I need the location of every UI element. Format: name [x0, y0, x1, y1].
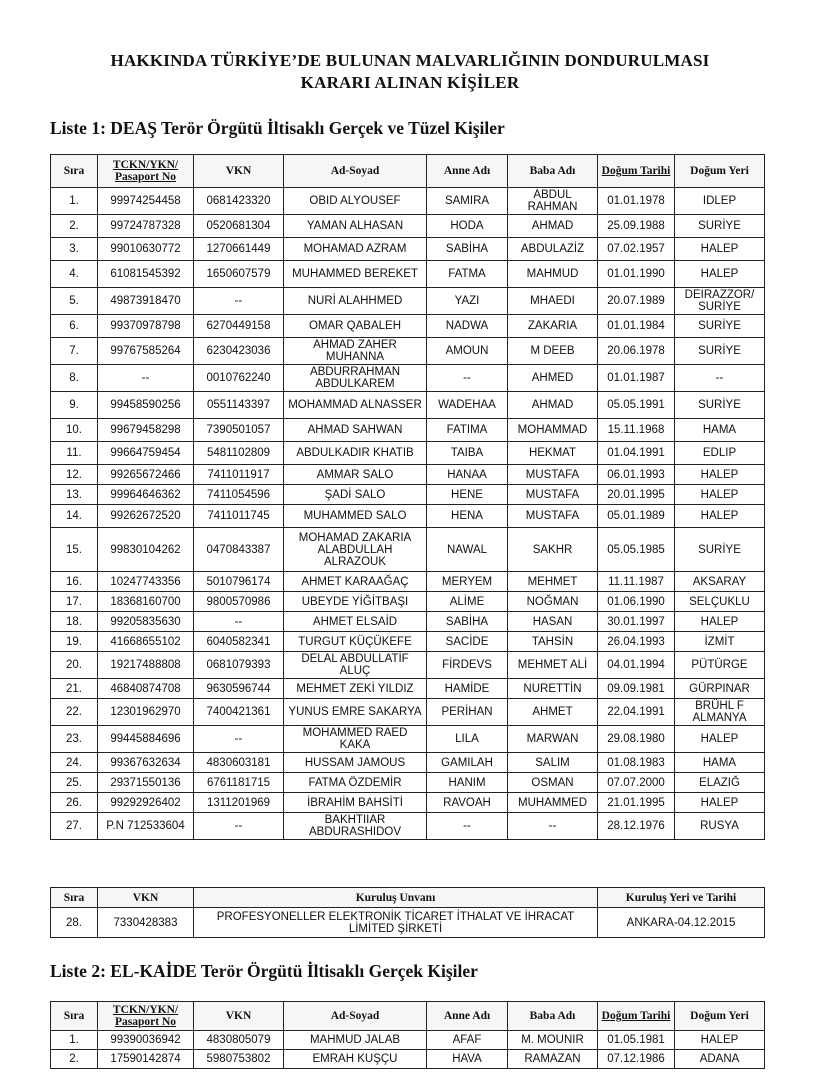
- cell-name: NURİ ALAHHMED: [284, 288, 427, 315]
- cell-name: ŞADİ SALO: [284, 485, 427, 505]
- cell-name: FATMA ÖZDEMİR: [284, 773, 427, 793]
- table-row: [51, 215, 765, 238]
- cell-birth-date: 01.08.1983: [598, 753, 675, 773]
- cell-birth-place: HALEP: [675, 612, 765, 632]
- cell-sira: 9.: [51, 392, 98, 419]
- cell-birth-place: HALEP: [675, 505, 765, 528]
- cell-mother-name: RAVOAH: [427, 793, 508, 813]
- table-row: [51, 365, 765, 392]
- cell-mother-name: --: [427, 365, 508, 392]
- cell-vkn: --: [194, 288, 284, 315]
- cell-father-name: AHMAD: [508, 215, 598, 238]
- header-name: Ad-Soyad: [284, 1002, 427, 1031]
- header-birth-place: Doğum Yeri: [675, 155, 765, 188]
- cell-father-name: ABDUL RAHMAN: [508, 188, 598, 215]
- cell-vkn: 5010796174: [194, 572, 284, 592]
- cell-vkn: 7390501057: [194, 419, 284, 442]
- cell-id-no: 12301962970: [98, 699, 194, 726]
- cell-company-name: PROFESYONELLER ELEKTRONİK TİCARET İTHALAT VE İHRACAT LİMİTED ŞİRKETİ: [194, 908, 598, 938]
- cell-name: TURGUT KÜÇÜKEFE: [284, 632, 427, 652]
- cell-birth-place: HAMA: [675, 753, 765, 773]
- cell-vkn: --: [194, 612, 284, 632]
- cell-birth-date: 21.01.1995: [598, 793, 675, 813]
- cell-birth-date: 01.01.1978: [598, 188, 675, 215]
- cell-sira: 26.: [51, 793, 98, 813]
- list-2-heading: Liste 2: EL-KAİDE Terör Örgütü İltisaklı Gerçek Kişiler: [50, 961, 478, 981]
- cell-vkn: 9630596744: [194, 679, 284, 699]
- cell-father-name: AHMAD: [508, 392, 598, 419]
- table-row: [51, 288, 765, 315]
- cell-sira: 22.: [51, 699, 98, 726]
- cell-sira: 13.: [51, 485, 98, 505]
- cell-father-name: AHMET: [508, 699, 598, 726]
- header-vkn: VKN: [98, 888, 194, 908]
- cell-id-no: 29371550136: [98, 773, 194, 793]
- cell-father-name: MUHAMMED: [508, 793, 598, 813]
- cell-id-no: 99205835630: [98, 612, 194, 632]
- cell-birth-date: 25.09.1988: [598, 215, 675, 238]
- cell-vkn: --: [194, 813, 284, 840]
- table-row: [51, 442, 765, 465]
- table-row: [51, 592, 765, 612]
- header-birth-date: Doğum Tarihi: [598, 155, 675, 188]
- cell-father-name: MEHMET ALİ: [508, 652, 598, 679]
- cell-vkn: 0551143397: [194, 392, 284, 419]
- cell-mother-name: --: [427, 813, 508, 840]
- cell-name: MEHMET ZEKİ YILDIZ: [284, 679, 427, 699]
- cell-name: OMAR QABALEH: [284, 315, 427, 338]
- list-1-table: [50, 154, 765, 840]
- table-row: [51, 338, 765, 365]
- cell-birth-date: 07.02.1957: [598, 238, 675, 261]
- cell-mother-name: FATIMA: [427, 419, 508, 442]
- cell-sira: 2.: [51, 1050, 98, 1069]
- cell-birth-place: SELÇUKLU: [675, 592, 765, 612]
- cell-mother-name: HAVA: [427, 1050, 508, 1069]
- cell-vkn: 5980753802: [194, 1050, 284, 1069]
- cell-name: YAMAN ALHASAN: [284, 215, 427, 238]
- header-vkn: VKN: [194, 155, 284, 188]
- table-row: [51, 419, 765, 442]
- cell-birth-date: 15.11.1968: [598, 419, 675, 442]
- cell-mother-name: HAMİDE: [427, 679, 508, 699]
- cell-vkn: 7330428383: [98, 908, 194, 938]
- cell-vkn: 4830603181: [194, 753, 284, 773]
- header-father-name: Baba Adı: [508, 155, 598, 188]
- table-row: [51, 679, 765, 699]
- cell-birth-place: HALEP: [675, 485, 765, 505]
- cell-name: ABDULKADIR KHATIB: [284, 442, 427, 465]
- table-row: [51, 465, 765, 485]
- cell-birth-date: 01.01.1987: [598, 365, 675, 392]
- cell-birth-place: ADANA: [675, 1050, 765, 1069]
- cell-vkn: 0681079393: [194, 652, 284, 679]
- cell-vkn: 5481102809: [194, 442, 284, 465]
- cell-name: İBRAHİM BAHSİTİ: [284, 793, 427, 813]
- cell-id-no: 99010630772: [98, 238, 194, 261]
- cell-father-name: M DEEB: [508, 338, 598, 365]
- cell-name: MOHAMMAD ALNASSER: [284, 392, 427, 419]
- cell-birth-date: 09.09.1981: [598, 679, 675, 699]
- cell-id-no: 99830104262: [98, 528, 194, 572]
- cell-name: DELAL ABDULLATİF ALUÇ: [284, 652, 427, 679]
- cell-birth-place: --: [675, 365, 765, 392]
- cell-vkn: --: [194, 726, 284, 753]
- cell-father-name: RAMAZAN: [508, 1050, 598, 1069]
- cell-sira: 21.: [51, 679, 98, 699]
- cell-sira: 27.: [51, 813, 98, 840]
- table-row: [51, 188, 765, 215]
- cell-father-name: NURETTİN: [508, 679, 598, 699]
- cell-father-name: HASAN: [508, 612, 598, 632]
- table-row: [51, 753, 765, 773]
- table-row: [51, 238, 765, 261]
- header-sira: Sıra: [51, 1002, 98, 1031]
- cell-mother-name: FATMA: [427, 261, 508, 288]
- cell-vkn: 6270449158: [194, 315, 284, 338]
- table-row: [51, 572, 765, 592]
- cell-birth-place: HAMA: [675, 419, 765, 442]
- cell-vkn: 6040582341: [194, 632, 284, 652]
- cell-mother-name: GAMILAH: [427, 753, 508, 773]
- header-birth-date: Doğum Tarihi: [598, 1002, 675, 1031]
- table-row: [51, 528, 765, 572]
- cell-id-no: 19217488808: [98, 652, 194, 679]
- cell-id-no: 99974254458: [98, 188, 194, 215]
- cell-birth-date: 20.06.1978: [598, 338, 675, 365]
- cell-name: UBEYDE YİĞİTBAŞI: [284, 592, 427, 612]
- cell-father-name: MHAEDI: [508, 288, 598, 315]
- cell-mother-name: SABİHA: [427, 238, 508, 261]
- cell-father-name: MARWAN: [508, 726, 598, 753]
- cell-birth-place: HALEP: [675, 261, 765, 288]
- cell-sira: 11.: [51, 442, 98, 465]
- cell-mother-name: HANAA: [427, 465, 508, 485]
- document-title-line-2: KARARI ALINAN KİŞİLER: [300, 73, 520, 92]
- cell-vkn: 9800570986: [194, 592, 284, 612]
- cell-birth-date: 06.01.1993: [598, 465, 675, 485]
- cell-sira: 16.: [51, 572, 98, 592]
- cell-father-name: ZAKARIA: [508, 315, 598, 338]
- table-row: [51, 773, 765, 793]
- cell-vkn: 7411011745: [194, 505, 284, 528]
- cell-id-no: 46840874708: [98, 679, 194, 699]
- cell-id-no: 41668655102: [98, 632, 194, 652]
- cell-sira: 5.: [51, 288, 98, 315]
- cell-birth-place: GÜRPINAR: [675, 679, 765, 699]
- cell-father-name: NOĞMAN: [508, 592, 598, 612]
- cell-vkn: 7411011917: [194, 465, 284, 485]
- cell-mother-name: TAIBA: [427, 442, 508, 465]
- table-row: [51, 699, 765, 726]
- cell-father-name: M. MOUNIR: [508, 1031, 598, 1050]
- cell-vkn: 0520681304: [194, 215, 284, 238]
- cell-id-no: 49873918470: [98, 288, 194, 315]
- cell-id-no: 99964646362: [98, 485, 194, 505]
- cell-mother-name: NADWA: [427, 315, 508, 338]
- cell-birth-place: SURİYE: [675, 528, 765, 572]
- cell-mother-name: HENA: [427, 505, 508, 528]
- cell-birth-date: 29.08.1980: [598, 726, 675, 753]
- cell-birth-date: 04.01.1994: [598, 652, 675, 679]
- cell-place-and-date: ANKARA-04.12.2015: [598, 908, 765, 938]
- cell-id-no: 99767585264: [98, 338, 194, 365]
- cell-father-name: SAKHR: [508, 528, 598, 572]
- cell-birth-place: HALEP: [675, 1031, 765, 1050]
- table-row: [51, 793, 765, 813]
- cell-mother-name: AFAF: [427, 1031, 508, 1050]
- cell-sira: 24.: [51, 753, 98, 773]
- corporate-entity-table: [50, 887, 765, 938]
- cell-sira: 4.: [51, 261, 98, 288]
- cell-vkn: 4830805079: [194, 1031, 284, 1050]
- cell-father-name: MUSTAFA: [508, 485, 598, 505]
- cell-father-name: MUSTAFA: [508, 505, 598, 528]
- cell-name: MOHAMAD ZAKARIA ALABDULLAH ALRAZOUK: [284, 528, 427, 572]
- cell-id-no: 99390036942: [98, 1031, 194, 1050]
- header-mother-name: Anne Adı: [427, 155, 508, 188]
- cell-id-no: P.N 712533604: [98, 813, 194, 840]
- cell-birth-date: 11.11.1987: [598, 572, 675, 592]
- cell-mother-name: MERYEM: [427, 572, 508, 592]
- cell-sira: 20.: [51, 652, 98, 679]
- cell-vkn: 6761181715: [194, 773, 284, 793]
- cell-name: AHMET KARAAĞAÇ: [284, 572, 427, 592]
- cell-vkn: 1650607579: [194, 261, 284, 288]
- cell-birth-place: RUSYA: [675, 813, 765, 840]
- cell-sira: 3.: [51, 238, 98, 261]
- cell-birth-place: IDLEP: [675, 188, 765, 215]
- cell-name: YUNUS EMRE SAKARYA: [284, 699, 427, 726]
- header-name: Ad-Soyad: [284, 155, 427, 188]
- cell-birth-place: SURİYE: [675, 315, 765, 338]
- cell-birth-date: 01.05.1981: [598, 1031, 675, 1050]
- table-row: [51, 315, 765, 338]
- cell-birth-date: 01.04.1991: [598, 442, 675, 465]
- cell-sira: 28.: [51, 908, 98, 938]
- cell-father-name: MEHMET: [508, 572, 598, 592]
- cell-birth-date: 01.06.1990: [598, 592, 675, 612]
- cell-mother-name: HANIM: [427, 773, 508, 793]
- cell-birth-place: SURİYE: [675, 392, 765, 419]
- table-row: [51, 652, 765, 679]
- cell-name: BAKHTIIAR ABDURASHIDOV: [284, 813, 427, 840]
- cell-sira: 14.: [51, 505, 98, 528]
- header-vkn: VKN: [194, 1002, 284, 1031]
- cell-father-name: MOHAMMAD: [508, 419, 598, 442]
- cell-name: MOHAMMED RAED KAKA: [284, 726, 427, 753]
- cell-name: AHMAD ZAHER MUHANNA: [284, 338, 427, 365]
- cell-birth-date: 05.05.1985: [598, 528, 675, 572]
- cell-id-no: 10247743356: [98, 572, 194, 592]
- cell-birth-place: HALEP: [675, 793, 765, 813]
- cell-id-no: 61081545392: [98, 261, 194, 288]
- cell-father-name: MAHMUD: [508, 261, 598, 288]
- cell-id-no: 99664759454: [98, 442, 194, 465]
- cell-vkn: 0010762240: [194, 365, 284, 392]
- header-sira: Sıra: [51, 155, 98, 188]
- cell-name: AMMAR SALO: [284, 465, 427, 485]
- cell-birth-date: 01.01.1984: [598, 315, 675, 338]
- header-birth-place: Doğum Yeri: [675, 1002, 765, 1031]
- table-row: [51, 392, 765, 419]
- cell-birth-place: HALEP: [675, 238, 765, 261]
- cell-sira: 18.: [51, 612, 98, 632]
- cell-id-no: 99262672520: [98, 505, 194, 528]
- cell-mother-name: ALİME: [427, 592, 508, 612]
- cell-sira: 6.: [51, 315, 98, 338]
- cell-birth-date: 28.12.1976: [598, 813, 675, 840]
- cell-birth-date: 07.12.1986: [598, 1050, 675, 1069]
- cell-father-name: TAHSİN: [508, 632, 598, 652]
- cell-vkn: 6230423036: [194, 338, 284, 365]
- cell-father-name: MUSTAFA: [508, 465, 598, 485]
- cell-name: AHMAD SAHWAN: [284, 419, 427, 442]
- table-row: [51, 505, 765, 528]
- cell-id-no: 99724787328: [98, 215, 194, 238]
- cell-vkn: 7411054596: [194, 485, 284, 505]
- cell-mother-name: NAWAL: [427, 528, 508, 572]
- cell-id-no: 99265672466: [98, 465, 194, 485]
- cell-birth-place: İZMİT: [675, 632, 765, 652]
- cell-sira: 25.: [51, 773, 98, 793]
- cell-vkn: 0681423320: [194, 188, 284, 215]
- cell-sira: 8.: [51, 365, 98, 392]
- header-father-name: Baba Adı: [508, 1002, 598, 1031]
- cell-birth-date: 30.01.1997: [598, 612, 675, 632]
- cell-sira: 10.: [51, 419, 98, 442]
- cell-sira: 12.: [51, 465, 98, 485]
- header-id-no: TCKN/YKN/ Pasaport No: [98, 155, 194, 188]
- cell-sira: 1.: [51, 188, 98, 215]
- list-2-table: [50, 1001, 765, 1069]
- cell-name: MUHAMMED SALO: [284, 505, 427, 528]
- cell-father-name: SALIM: [508, 753, 598, 773]
- cell-birth-date: 20.07.1989: [598, 288, 675, 315]
- table-row: [51, 908, 765, 938]
- cell-id-no: 18368160700: [98, 592, 194, 612]
- cell-mother-name: HODA: [427, 215, 508, 238]
- cell-id-no: 17590142874: [98, 1050, 194, 1069]
- cell-id-no: 99679458298: [98, 419, 194, 442]
- table-header-row: [51, 888, 765, 908]
- cell-id-no: 99370978798: [98, 315, 194, 338]
- cell-name: MUHAMMED BEREKET: [284, 261, 427, 288]
- cell-sira: 2.: [51, 215, 98, 238]
- header-place-and-date: Kuruluş Yeri ve Tarihi: [598, 888, 765, 908]
- header-id-no: TCKN/YKN/ Pasaport No: [98, 1002, 194, 1031]
- cell-birth-place: HALEP: [675, 726, 765, 753]
- cell-birth-date: 05.05.1991: [598, 392, 675, 419]
- table-header-row: [51, 155, 765, 188]
- list-1-heading: Liste 1: DEAŞ Terör Örgütü İltisaklı Gerçek ve Tüzel Kişiler: [50, 118, 505, 138]
- cell-id-no: 99367632634: [98, 753, 194, 773]
- table-row: [51, 1050, 765, 1069]
- document-title-line-1: HAKKINDA TÜRKİYE’DE BULUNAN MALVARLIĞININ DONDURULMASI: [110, 51, 710, 70]
- cell-birth-place: PÜTÜRGE: [675, 652, 765, 679]
- cell-birth-place: EDLIP: [675, 442, 765, 465]
- cell-mother-name: LILA: [427, 726, 508, 753]
- cell-birth-place: BRÜHL F ALMANYA: [675, 699, 765, 726]
- cell-birth-place: SURİYE: [675, 215, 765, 238]
- cell-name: AHMET ELSAİD: [284, 612, 427, 632]
- table-row: [51, 813, 765, 840]
- cell-father-name: --: [508, 813, 598, 840]
- cell-mother-name: SACİDE: [427, 632, 508, 652]
- table-row: [51, 1031, 765, 1050]
- header-company-name: Kuruluş Unvanı: [194, 888, 598, 908]
- cell-vkn: 7400421361: [194, 699, 284, 726]
- cell-vkn: 0470843387: [194, 528, 284, 572]
- table-row: [51, 261, 765, 288]
- cell-mother-name: SABİHA: [427, 612, 508, 632]
- table-row: [51, 612, 765, 632]
- cell-birth-date: 26.04.1993: [598, 632, 675, 652]
- header-mother-name: Anne Adı: [427, 1002, 508, 1031]
- cell-birth-place: ELAZIĞ: [675, 773, 765, 793]
- cell-name: ABDURRAHMAN ABDULKAREM: [284, 365, 427, 392]
- cell-mother-name: YAZI: [427, 288, 508, 315]
- cell-vkn: 1311201969: [194, 793, 284, 813]
- cell-id-no: --: [98, 365, 194, 392]
- cell-sira: 19.: [51, 632, 98, 652]
- table-row: [51, 726, 765, 753]
- cell-birth-date: 20.01.1995: [598, 485, 675, 505]
- cell-sira: 17.: [51, 592, 98, 612]
- table-row: [51, 632, 765, 652]
- cell-name: EMRAH KUŞÇU: [284, 1050, 427, 1069]
- cell-name: HUSSAM JAMOUS: [284, 753, 427, 773]
- cell-mother-name: HENE: [427, 485, 508, 505]
- cell-sira: 1.: [51, 1031, 98, 1050]
- cell-father-name: ABDULAZİZ: [508, 238, 598, 261]
- table-header-row: [51, 1002, 765, 1031]
- cell-mother-name: PERİHAN: [427, 699, 508, 726]
- cell-birth-date: 05.01.1989: [598, 505, 675, 528]
- cell-father-name: OSMAN: [508, 773, 598, 793]
- cell-birth-place: SURİYE: [675, 338, 765, 365]
- header-sira: Sıra: [51, 888, 98, 908]
- cell-name: OBID ALYOUSEF: [284, 188, 427, 215]
- cell-mother-name: WADEHAA: [427, 392, 508, 419]
- cell-mother-name: FİRDEVS: [427, 652, 508, 679]
- cell-birth-place: AKSARAY: [675, 572, 765, 592]
- cell-sira: 7.: [51, 338, 98, 365]
- cell-father-name: HEKMAT: [508, 442, 598, 465]
- cell-id-no: 99292926402: [98, 793, 194, 813]
- cell-name: MAHMUD JALAB: [284, 1031, 427, 1050]
- cell-birth-date: 01.01.1990: [598, 261, 675, 288]
- cell-birth-date: 22.04.1991: [598, 699, 675, 726]
- cell-sira: 23.: [51, 726, 98, 753]
- cell-id-no: 99445884696: [98, 726, 194, 753]
- cell-mother-name: AMOUN: [427, 338, 508, 365]
- cell-name: MOHAMAD AZRAM: [284, 238, 427, 261]
- cell-birth-place: DEIRAZZOR/ SURİYE: [675, 288, 765, 315]
- cell-birth-place: HALEP: [675, 465, 765, 485]
- cell-vkn: 1270661449: [194, 238, 284, 261]
- table-row: [51, 485, 765, 505]
- cell-sira: 15.: [51, 528, 98, 572]
- cell-birth-date: 07.07.2000: [598, 773, 675, 793]
- cell-mother-name: SAMIRA: [427, 188, 508, 215]
- cell-id-no: 99458590256: [98, 392, 194, 419]
- cell-father-name: AHMED: [508, 365, 598, 392]
